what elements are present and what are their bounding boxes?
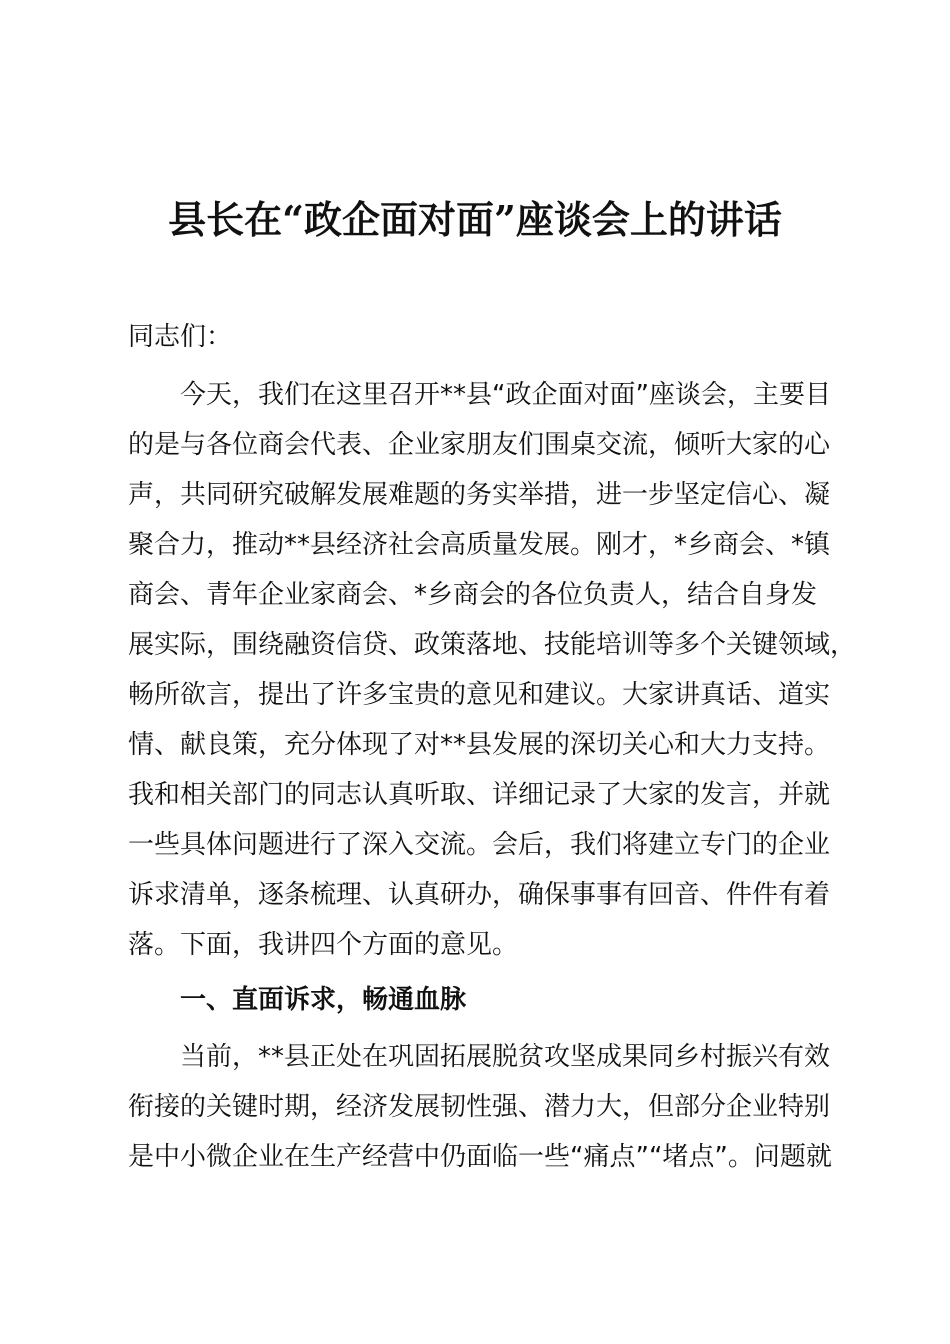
document-title: 县长在“政企面对面”座谈会上的讲话 xyxy=(168,197,782,242)
text-line: 畅所欲言，提出了许多宝贵的意见和建议。大家讲真话、道实 xyxy=(128,680,831,710)
salutation: 同志们： xyxy=(128,322,233,352)
text-line: 我和相关部门的同志认真听取、详细记录了大家的发言，并就 xyxy=(128,780,831,810)
text-line: 诉求清单，逐条梳理、认真研办，确保事事有回音、件件有着 xyxy=(128,880,831,910)
text-line: 声，共同研究破解发展难题的务实举措，进一步坚定信心、凝 xyxy=(128,480,831,510)
text-line: 当前，**县正处在巩固拓展脱贫攻坚成果同乡村振兴有效 xyxy=(180,1042,831,1072)
text-line: 今天，我们在这里召开**县“政企面对面”座谈会，主要目 xyxy=(180,380,831,410)
text-line: 衔接的关键时期，经济发展韧性强、潜力大，但部分企业特别 xyxy=(128,1092,831,1122)
paragraph-1 xyxy=(128,370,928,970)
section-heading-1: 一、直面诉求，畅通血脉 xyxy=(180,985,467,1015)
text-line: 情、献良策，充分体现了对**县发展的深切关心和大力支持。 xyxy=(128,730,831,760)
text-line: 是中小微企业在生产经营中仍面临一些“痛点”“堵点”。问题就 xyxy=(128,1142,832,1172)
text-line: 聚合力，推动**县经济社会高质量发展。刚才，*乡商会、*镇 xyxy=(128,530,831,560)
paragraph-2 xyxy=(128,1032,928,1182)
body-text xyxy=(128,312,928,1182)
text-line: 展实际，围绕融资信贷、政策落地、技能培训等多个关键领域， xyxy=(128,630,857,660)
text-line: 落。下面，我讲四个方面的意见。 xyxy=(128,930,519,960)
text-line: 的是与各位商会代表、企业家朋友们围桌交流，倾听大家的心 xyxy=(128,430,831,460)
text-line: 商会、青年企业家商会、*乡商会的各位负责人，结合自身发 xyxy=(128,580,818,610)
text-line: 一些具体问题进行了深入交流。会后，我们将建立专门的企业 xyxy=(128,830,831,860)
